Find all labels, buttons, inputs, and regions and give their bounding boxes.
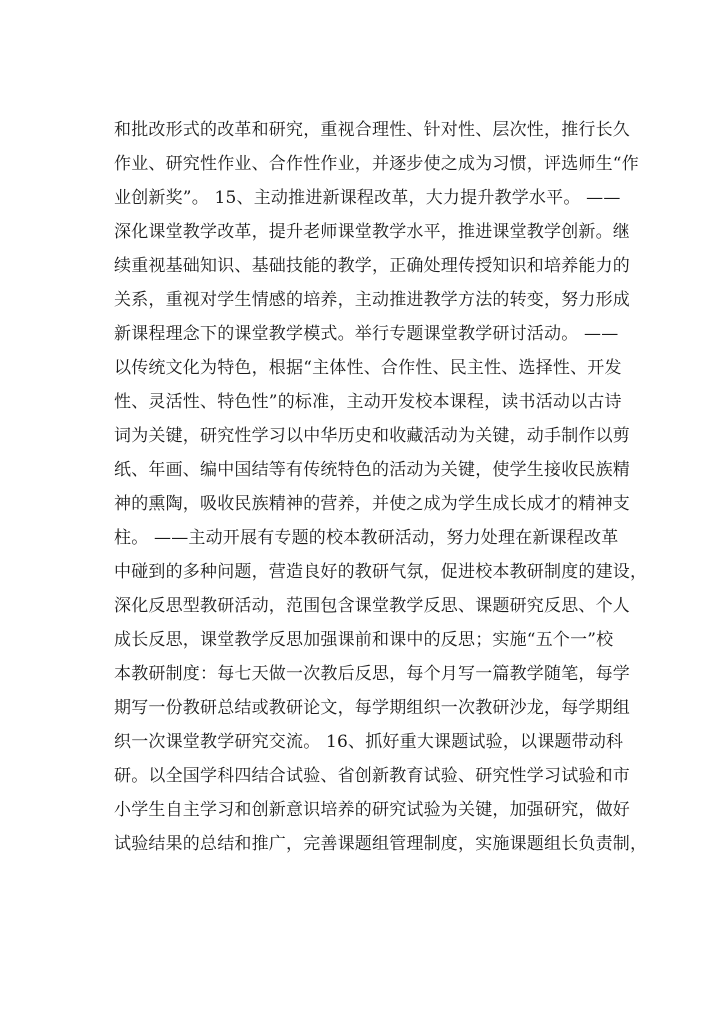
text-line: 和批改形式的改革和研究，重视合理性、针对性、层次性，推行长久 (114, 120, 630, 140)
text-line: 小学生自主学习和创新意识培养的研究试验为关键，加强研究，做好 (114, 800, 630, 820)
text-line: 新课程理念下的课堂教学模式。举行专题课堂教学研讨活动。 —— (114, 324, 619, 344)
text-line: 纸、年画、编中国结等有传统特色的活动为关键，使学生接收民族精 (114, 460, 630, 480)
text-line: 神的熏陶，吸收民族精神的营养，并使之成为学生成长成才的精神支 (114, 494, 630, 514)
text-line: 织一次课堂教学研究交流。 16、抓好重大课题试验，以课题带动科 (114, 732, 624, 752)
text-line: 业创新奖”。 15、主动推进新课程改革，大力提升教学水平。 —— (114, 188, 621, 208)
text-line: 深化课堂教学改革，提升老师课堂教学水平，推进课堂教学创新。继 (114, 222, 630, 242)
text-line: 中碰到的多种问题，营造良好的教研气氛，促进校本教研制度的建设， (114, 562, 648, 582)
text-line: 试验结果的总结和推广，完善课题组管理制度，实施课题组长负责制， (114, 834, 648, 854)
text-line: 深化反思型教研活动，范围包含课堂教学反思、课题研究反思、个人 (114, 596, 630, 616)
text-line: 关系，重视对学生情感的培养，主动推进教学方法的转变，努力形成 (114, 290, 630, 310)
text-line: 词为关键，研究性学习以中华历史和收藏活动为关键，动手制作以剪 (114, 426, 630, 446)
text-line: 续重视基础知识、基础技能的教学，正确处理传授知识和培养能力的 (114, 256, 630, 276)
text-line: 期写一份教研总结或教研论文，每学期组织一次教研沙龙，每学期组 (114, 698, 630, 718)
text-line: 以传统文化为特色，根据“主体性、合作性、民主性、选择性、开发 (114, 358, 622, 378)
text-line: 性、灵活性、特色性”的标准，主动开发校本课程，读书活动以古诗 (114, 392, 622, 412)
text-line: 作业、研究性作业、合作性作业，并逐步使之成为习惯，评选师生“作 (114, 154, 639, 174)
text-line: 柱。 ——主动开展有专题的校本教研活动，努力处理在新课程改革 (114, 528, 619, 548)
text-line: 成长反思，课堂教学反思加强课前和课中的反思；实施“五个一”校 (114, 630, 614, 650)
text-line: 研。以全国学科四结合试验、省创新教育试验、研究性学习试验和市 (114, 766, 630, 786)
text-line: 本教研制度：每七天做一次教后反思，每个月写一篇教学随笔，每学 (114, 664, 630, 684)
